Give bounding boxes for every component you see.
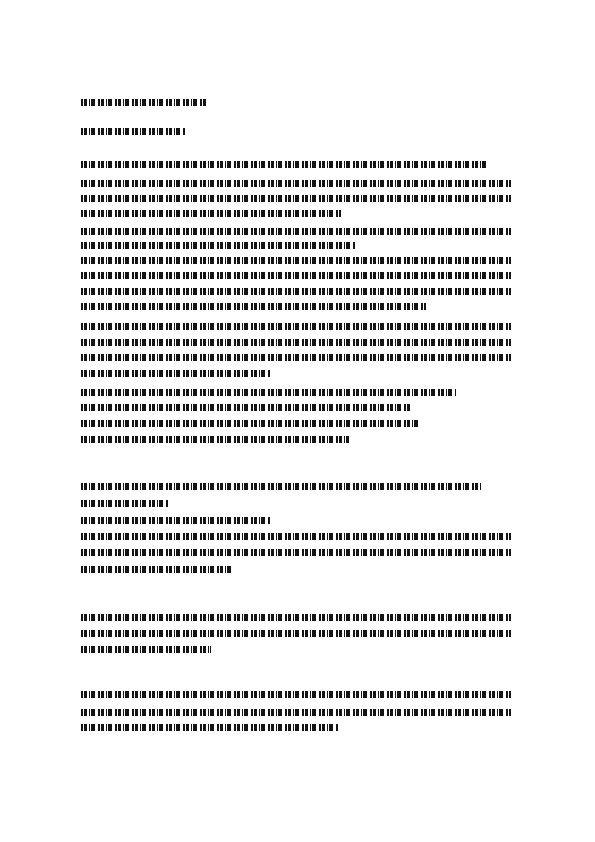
- paragraph-1-line: [81, 303, 426, 310]
- paragraph-1-line: [81, 228, 511, 235]
- paragraph-4-line: [81, 691, 511, 698]
- paragraph-3-line: [81, 614, 511, 621]
- paragraph-1-line: [81, 257, 511, 264]
- paragraph-1-line: [81, 339, 511, 346]
- paragraph-2-line: [81, 533, 511, 540]
- document-header-line: [81, 99, 206, 106]
- paragraph-1-line: [81, 389, 456, 396]
- paragraph-2-line: [81, 500, 169, 507]
- paragraph-4-line: [81, 709, 511, 716]
- paragraph-3-line: [81, 630, 511, 637]
- paragraph-2-line: [81, 549, 511, 556]
- paragraph-1-line: [81, 288, 511, 295]
- paragraph-2-line: [81, 566, 233, 573]
- paragraph-1-line: [81, 195, 511, 202]
- paragraph-2-line: [81, 517, 271, 524]
- paragraph-1-line: [81, 161, 489, 168]
- paragraph-1-line: [81, 242, 356, 249]
- paragraph-4-line: [81, 724, 339, 731]
- paragraph-1-line: [81, 370, 271, 377]
- paragraph-1-line: [81, 436, 349, 443]
- document-subheading-line: [81, 128, 185, 135]
- paragraph-1-line: [81, 404, 411, 411]
- paragraph-3-line: [81, 646, 211, 653]
- paragraph-1-line: [81, 210, 341, 217]
- paragraph-1-line: [81, 323, 511, 330]
- paragraph-1-line: [81, 420, 421, 427]
- paragraph-1-line: [81, 354, 511, 361]
- paragraph-1-line: [81, 180, 511, 187]
- paragraph-2-line: [81, 483, 481, 490]
- paragraph-1-line: [81, 272, 511, 279]
